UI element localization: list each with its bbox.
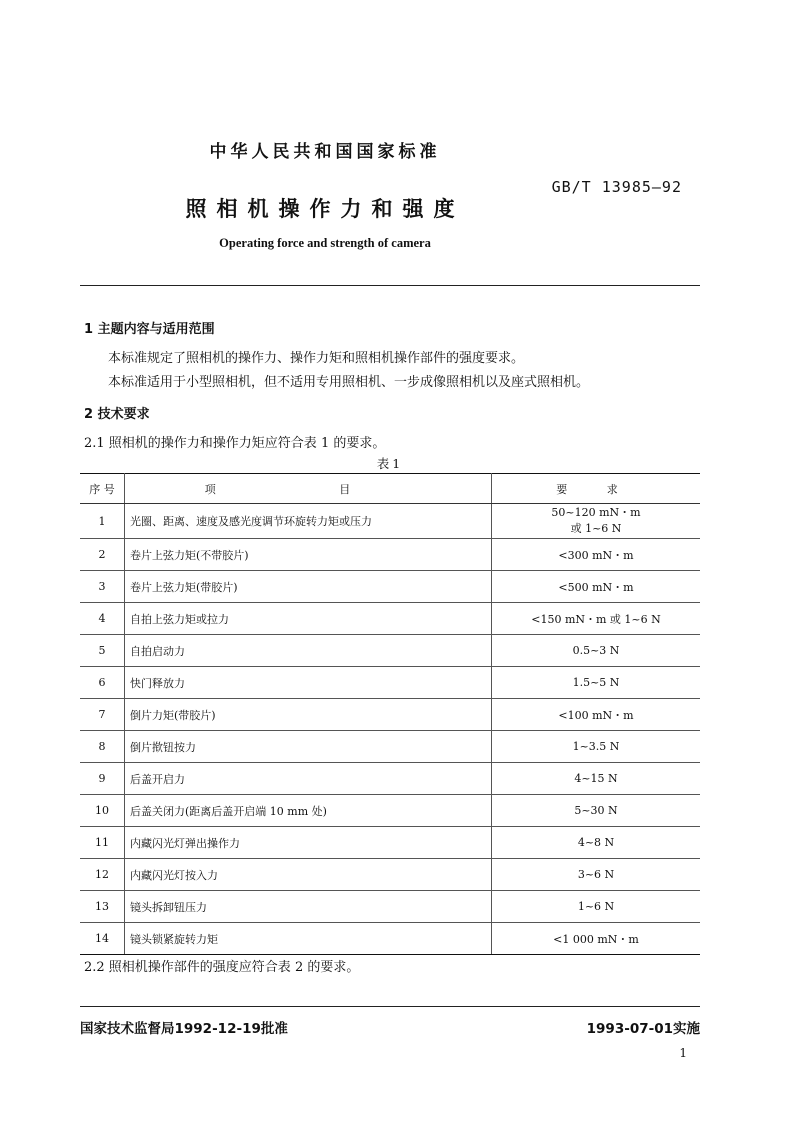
header-divider <box>80 285 700 286</box>
table-row: 6 快门释放力 1.5~5 N <box>80 667 700 699</box>
page-number: 1 <box>679 1046 687 1060</box>
footer-divider <box>80 1006 700 1007</box>
section-1-paragraph-2: 本标准适用于小型照相机，但不适用专用照相机、一步成像照相机以及座式照相机。 <box>108 375 590 390</box>
document-title-cn: 照相机操作力和强度 <box>185 197 465 221</box>
table-row: 10 后盖关闭力(距离后盖开启端 10 mm 处) 5~30 N <box>80 795 700 827</box>
table-row: 4 自拍上弦力矩或拉力 <150 mN・m 或 1~6 N <box>80 603 700 635</box>
table-row: 2 卷片上弦力矩(不带胶片) <300 mN・m <box>80 539 700 571</box>
table-row: 5 自拍启动力 0.5~3 N <box>80 635 700 667</box>
col-header-requirement: 要 求 <box>492 474 701 504</box>
national-standard-heading: 中华人民共和国国家标准 <box>209 142 441 162</box>
section-2-heading: 2 技术要求 <box>84 407 150 422</box>
table-row: 8 倒片揿钮按力 1~3.5 N <box>80 731 700 763</box>
clause-2-1: 2.1 照相机的操作力和操作力矩应符合表 1 的要求。 <box>84 436 386 451</box>
table-row: 14 镜头锁紧旋转力矩 <1 000 mN・m <box>80 923 700 955</box>
table-1-caption: 表1 <box>376 456 404 471</box>
table-row: 12 内藏闪光灯按入力 3~6 N <box>80 859 700 891</box>
section-1-heading: 1 主题内容与适用范围 <box>84 322 215 337</box>
table-row: 11 内藏闪光灯弹出操作力 4~8 N <box>80 827 700 859</box>
section-1-paragraph-1: 本标准规定了照相机的操作力、操作力矩和照相机操作部件的强度要求。 <box>108 351 525 366</box>
table-row: 7 倒片力矩(带胶片) <100 mN・m <box>80 699 700 731</box>
standard-code: GB/T 13985—92 <box>551 178 682 196</box>
table-row: 9 后盖开启力 4~15 N <box>80 763 700 795</box>
table-row: 3 卷片上弦力矩(带胶片) <500 mN・m <box>80 571 700 603</box>
effective-date: 1993-07-01实施 <box>586 1021 700 1037</box>
approval-line: 国家技术监督局1992-12-19批准 <box>80 1021 288 1037</box>
col-header-item: 项 目 <box>125 474 492 504</box>
clause-2-2: 2.2 照相机操作部件的强度应符合表 2 的要求。 <box>84 960 360 975</box>
col-header-no: 序 号 <box>80 474 125 504</box>
document-title-en: Operating force and strength of camera <box>219 236 431 250</box>
table-row: 13 镜头拆卸钮压力 1~6 N <box>80 891 700 923</box>
table-1 <box>80 473 700 955</box>
table-row: 1 光圈、距离、速度及感光度调节环旋转力矩或压力 50~120 mN・m 或 1~6 N <box>80 504 700 539</box>
